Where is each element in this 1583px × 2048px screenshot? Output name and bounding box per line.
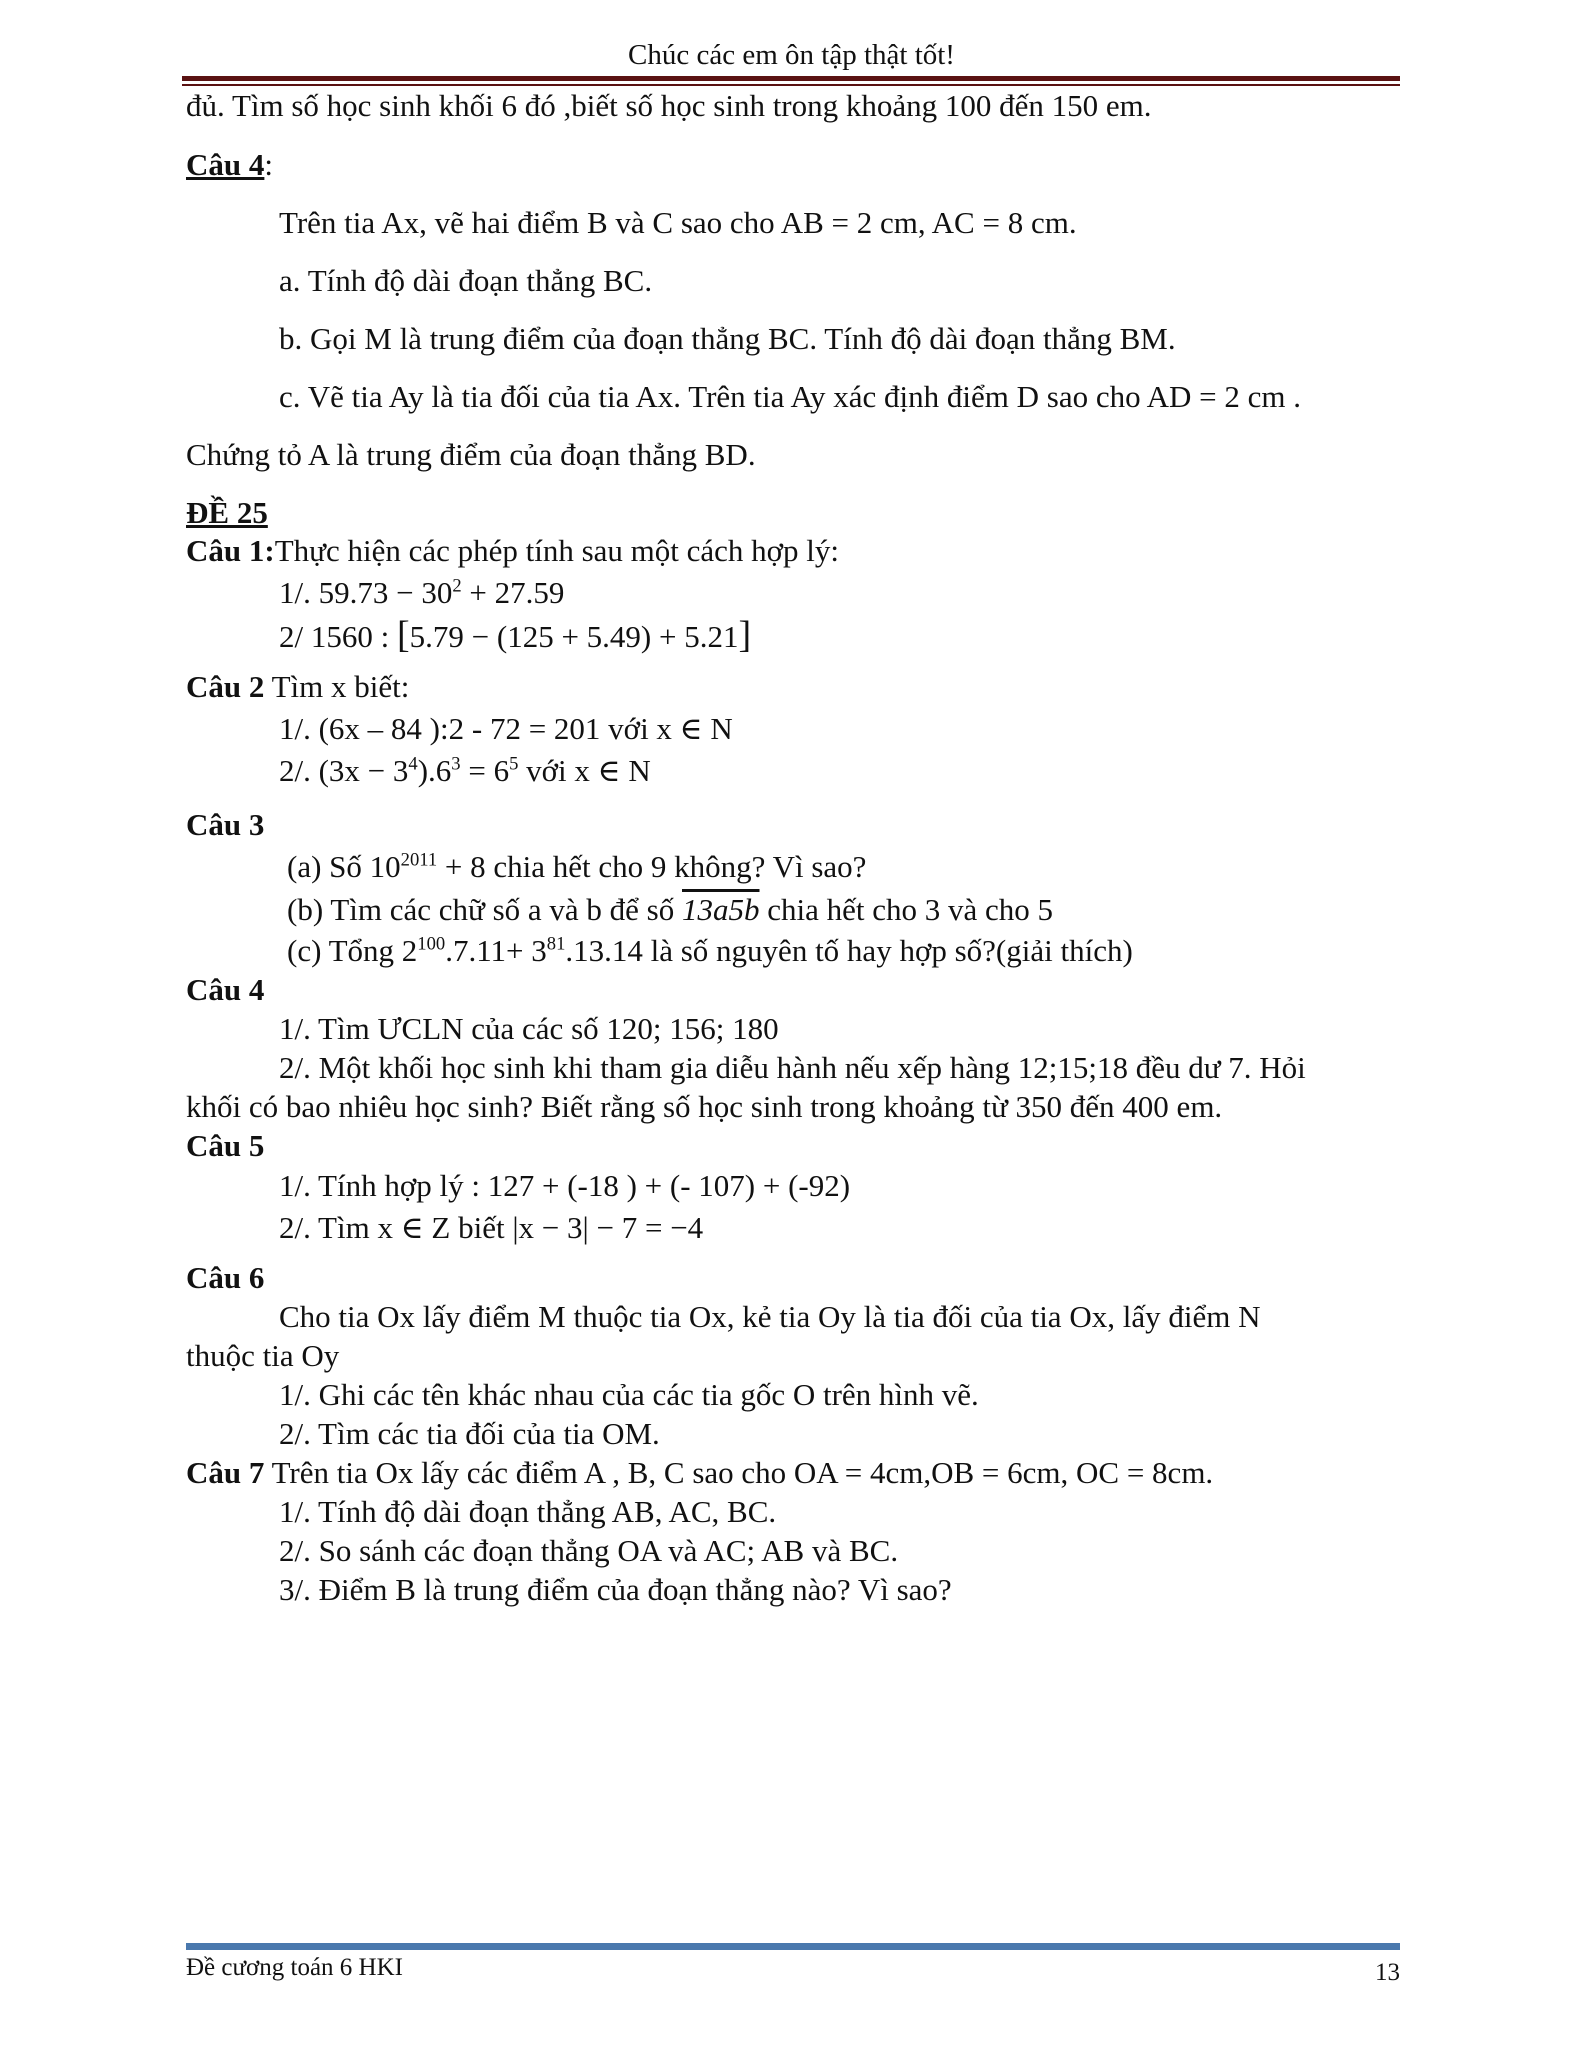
c3-lc-b: .7.11+ 3	[445, 933, 547, 968]
c2-l2-e3: 5	[509, 753, 519, 775]
c2-heading	[186, 669, 409, 705]
c3-la-a: (a) Số 10	[287, 849, 401, 884]
c2-l2-e2: 3	[451, 753, 461, 775]
c7-line-3: 3/. Điểm B là trung điểm của đoạn thẳng nào? Vì sao?	[279, 1572, 952, 1607]
c3-lb-b: chia hết cho 3 và cho 5	[759, 892, 1054, 927]
continued-line: đủ. Tìm số học sinh khối 6 đó ,biết số học sinh trong khoảng 100 đến 150 em.	[186, 88, 1152, 123]
c6-line-2: thuộc tia Oy	[186, 1338, 340, 1373]
c3-label: Câu 3	[186, 807, 265, 842]
cau4-line: b. Gọi M là trung điểm của đoạn thẳng BC. Tính độ dài đoạn thẳng BM.	[279, 321, 1176, 356]
c3-lb-number: 13a5b	[682, 892, 760, 927]
c3-la-exp: 2011	[400, 849, 438, 871]
c7-line-1: 1/. Tính độ dài đoạn thẳng AB, AC, BC.	[279, 1494, 777, 1529]
page-header: Chúc các em ôn tập thật tốt!	[628, 39, 955, 71]
c2-l2-a: 2/. (3x − 3	[279, 753, 409, 788]
c6-line-1: Cho tia Ox lấy điểm M thuộc tia Ox, kẻ tia Oy là tia đối của tia Ox, lấy điểm N	[279, 1299, 1261, 1334]
c1-l2-mid: 5.79 − (125 + 5.49) + 5.21	[409, 619, 739, 654]
footer-rule	[186, 1943, 1400, 1950]
c1-l2-pre: 2/ 1560 :	[279, 619, 397, 654]
c6-label: Câu 6	[186, 1260, 265, 1295]
c1-label: Câu 1:	[186, 533, 275, 568]
c3-line-b	[287, 892, 1053, 928]
cau4-line: Trên tia Ax, vẽ hai điểm B và C sao cho AB = 2 cm, AC = 8 cm.	[279, 205, 1077, 240]
c1-l1-exp: 2	[452, 575, 462, 597]
c2-l2-d: với x ∈ N	[518, 753, 651, 788]
c7-heading	[186, 1455, 1213, 1491]
c3-la-b: + 8 chia hết cho 9 không? Vì sao?	[437, 849, 867, 884]
c1-l2-open-bracket: [	[396, 614, 410, 656]
header-rule-thick	[182, 76, 1400, 81]
c3-lc-e1: 100	[417, 933, 446, 955]
c1-l2-close-bracket: ]	[738, 614, 752, 656]
c4-line-2: 2/. Một khối học sinh khi tham gia diễu hành nếu xếp hàng 12;15;18 đều dư 7. Hỏi	[279, 1050, 1306, 1085]
c2-l2-b: ).6	[417, 753, 452, 788]
c1-line-1	[279, 575, 564, 611]
cau4-line: a. Tính độ dài đoạn thẳng BC.	[279, 263, 653, 298]
cau4-line: c. Vẽ tia Ay là tia đối của tia Ax. Trên tia Ay xác định điểm D sao cho AD = 2 cm .	[279, 379, 1302, 414]
c2-l2-c: = 6	[460, 753, 510, 788]
c3-lb-a: (b) Tìm các chữ số a và b để số	[287, 892, 682, 927]
c7-label: Câu 7	[186, 1455, 265, 1490]
c1-l1-pre: 1/. 59.73 − 30	[279, 575, 453, 610]
c6-line-3: 1/. Ghi các tên khác nhau của các tia gốc O trên hình vẽ.	[279, 1377, 979, 1412]
page-number: 13	[1375, 1959, 1400, 1986]
cau4-colon: :	[264, 147, 274, 182]
c3-lc-c: .13.14 là số nguyên tố hay hợp số?(giải thích)	[565, 933, 1133, 968]
cau4-heading	[186, 147, 273, 183]
cau4-label: Câu 4	[186, 147, 265, 182]
c7-line-2: 2/. So sánh các đoạn thẳng OA và AC; AB và BC.	[279, 1533, 899, 1568]
de25-title: ĐỀ 25	[186, 495, 268, 530]
c1-l1-post: + 27.59	[461, 575, 565, 610]
c3-lc-a: (c) Tổng 2	[287, 933, 418, 968]
c4-label: Câu 4	[186, 972, 265, 1007]
footer-title: Đề cương toán 6 HKI	[186, 1954, 403, 1981]
c4-line-1: 1/. Tìm ƯCLN của các số 120; 156; 180	[279, 1011, 779, 1046]
c3-line-c	[287, 933, 1133, 969]
c1-heading	[186, 533, 839, 569]
c2-label: Câu 2	[186, 669, 265, 704]
c6-line-4: 2/. Tìm các tia đối của tia OM.	[279, 1416, 660, 1451]
header-rule-thin	[182, 84, 1400, 86]
c3-lc-e2: 81	[546, 933, 566, 955]
c2-l2-e1: 4	[408, 753, 418, 775]
c2-line-1: 1/. (6x – 84 ):2 - 72 = 201 với x ∈ N	[279, 711, 733, 746]
c1-line-2	[279, 614, 752, 656]
c3-line-a	[287, 849, 866, 885]
c2-text: Tìm x biết:	[264, 669, 410, 704]
c5-label: Câu 5	[186, 1128, 265, 1163]
c5-line-1: 1/. Tính hợp lý : 127 + (-18 ) + (- 107) + (-92)	[279, 1168, 851, 1203]
c2-line-2	[279, 753, 651, 789]
c5-line-2: 2/. Tìm x ∈ Z biết |x − 3| − 7 = −4	[279, 1210, 704, 1245]
c4-line-3: khối có bao nhiêu học sinh? Biết rằng số học sinh trong khoảng từ 350 đến 400 em.	[186, 1089, 1223, 1124]
c1-text: Thực hiện các phép tính sau một cách hợp lý:	[274, 533, 840, 568]
c7-text: Trên tia Ox lấy các điểm A , B, C sao cho OA = 4cm,OB = 6cm, OC = 8cm.	[264, 1455, 1214, 1490]
cau4-line: Chứng tỏ A là trung điểm của đoạn thẳng BD.	[186, 437, 756, 472]
